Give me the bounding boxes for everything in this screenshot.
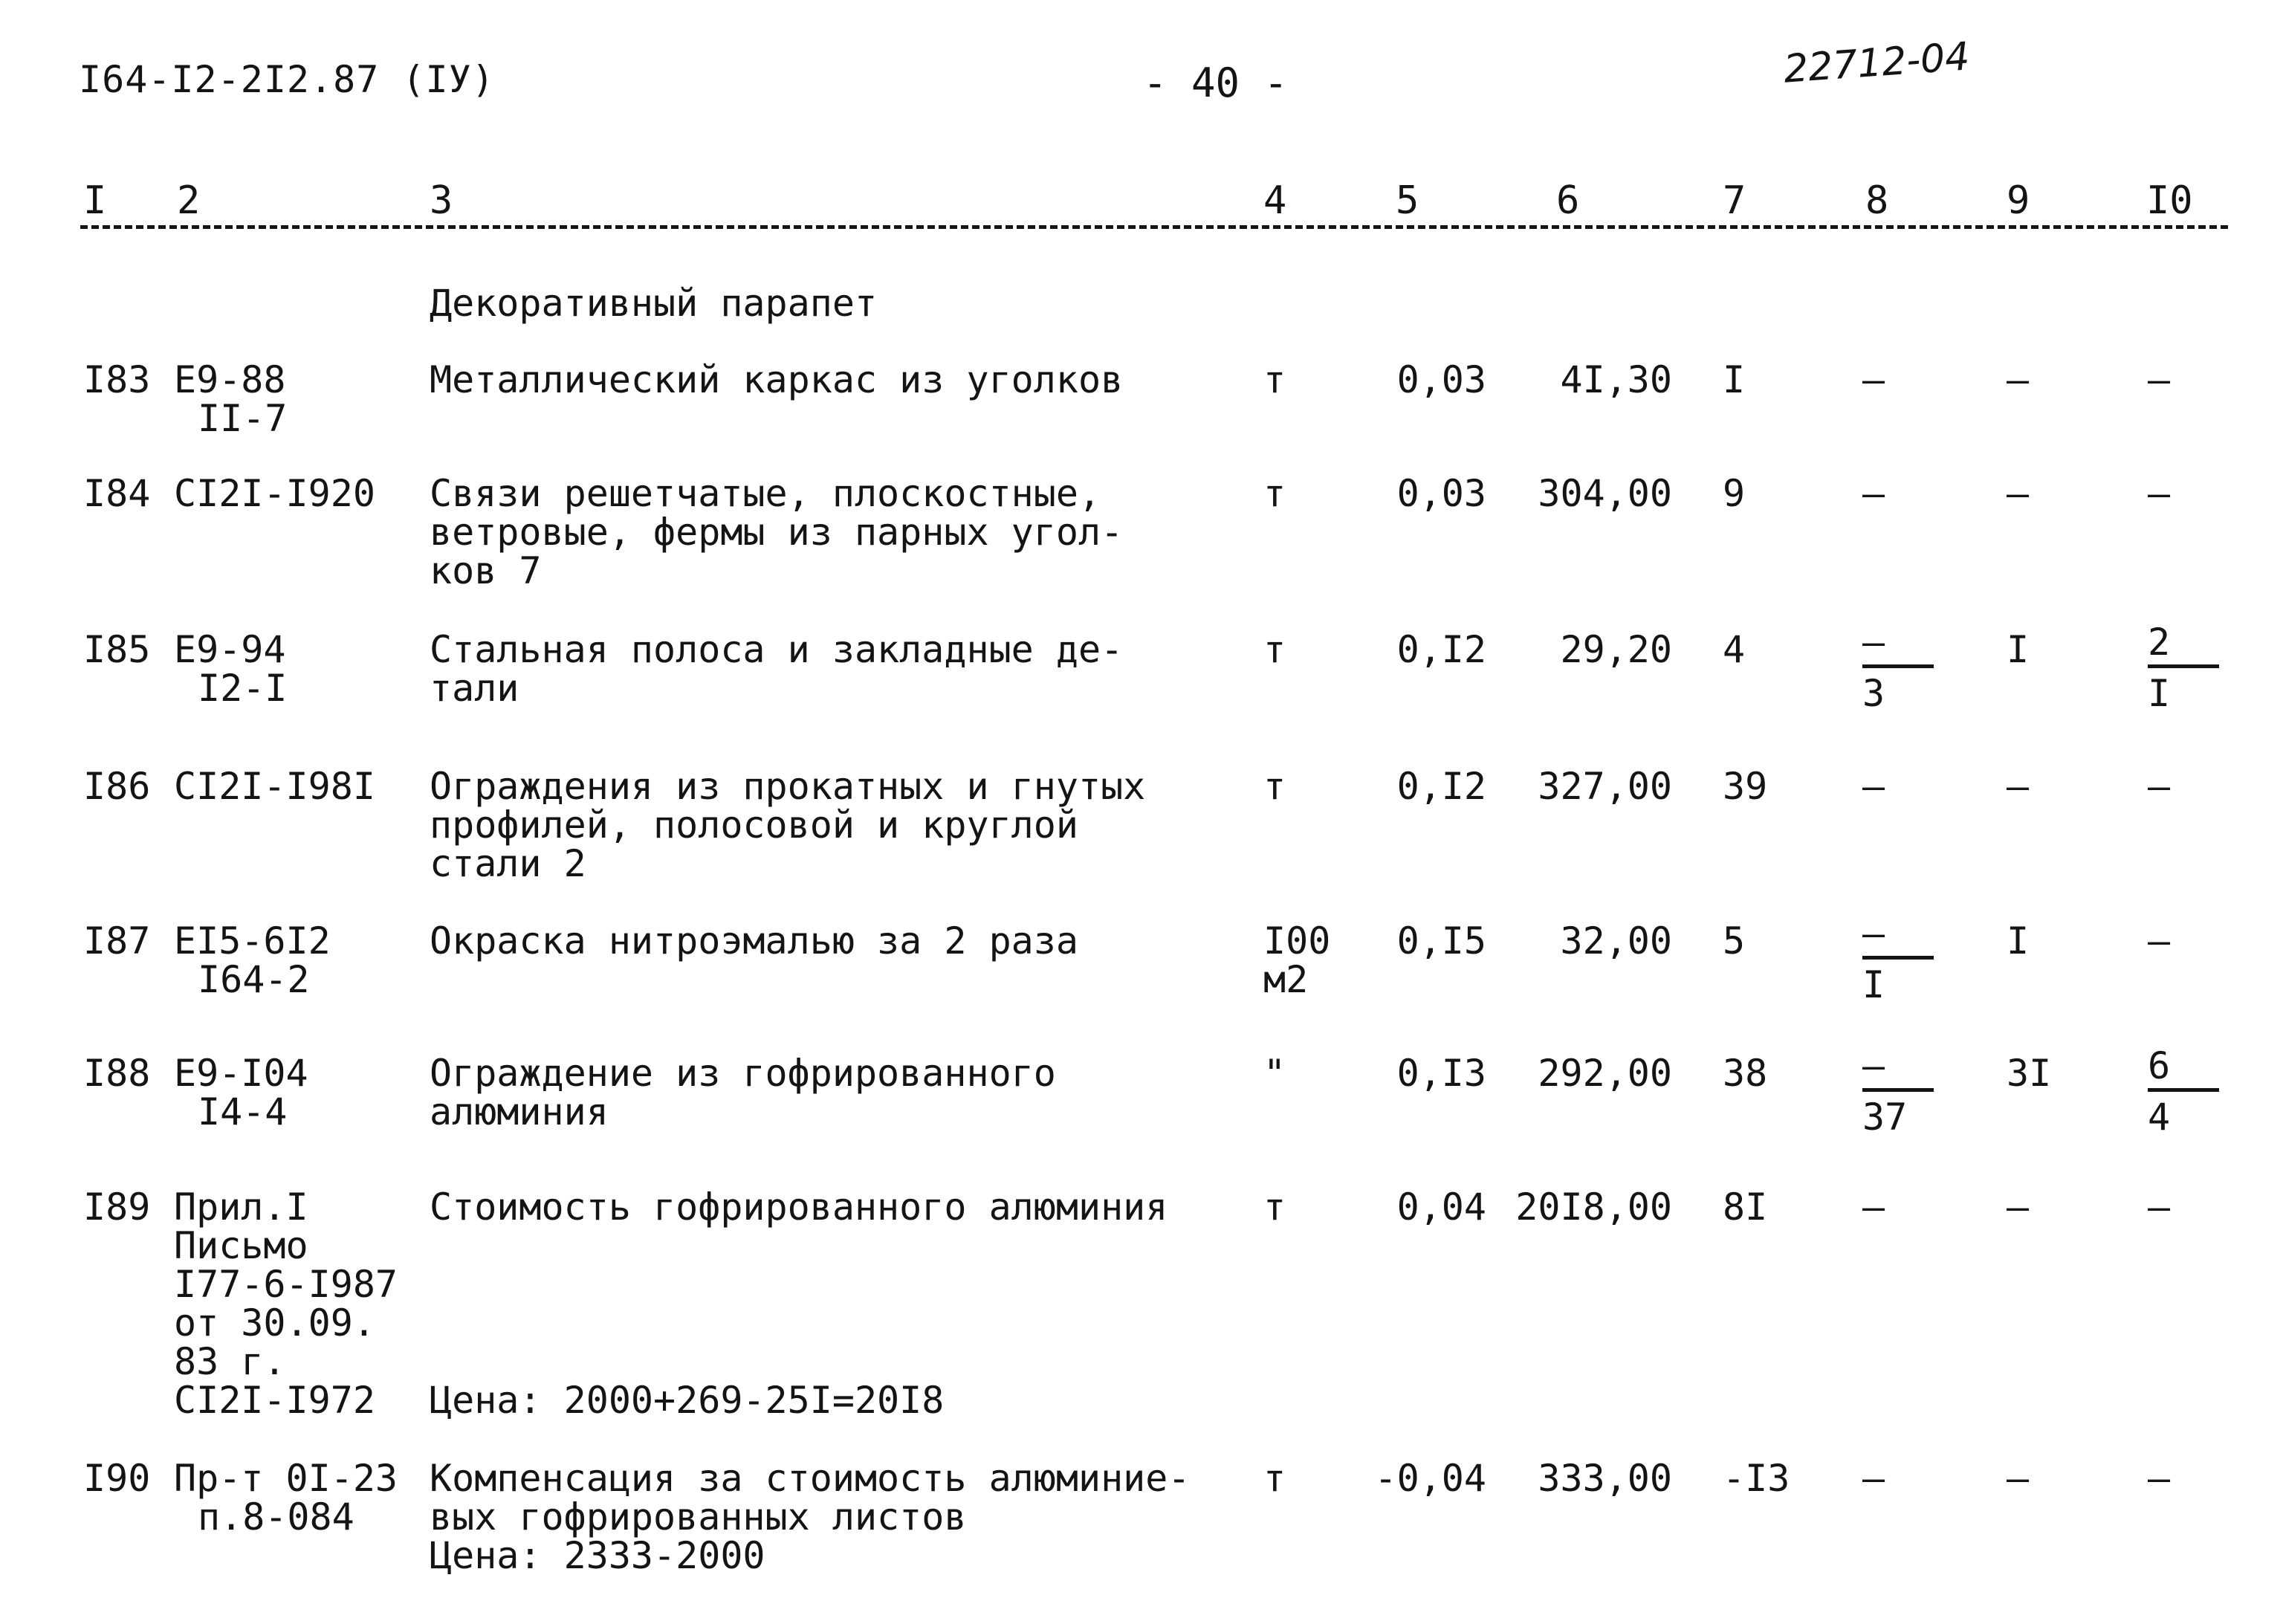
row-unit-line: м2 bbox=[1263, 958, 1309, 1001]
row-name-line: Стальная полоса и закладные де- bbox=[430, 628, 1124, 671]
row-code-line: Письмо bbox=[174, 1224, 308, 1267]
row-col8: – bbox=[1862, 358, 1885, 401]
row-col10-fraction-bar bbox=[2148, 1088, 2219, 1092]
row-code-line: I64-2 bbox=[198, 958, 310, 1001]
row-col10-fraction-bar bbox=[2148, 664, 2219, 668]
row-col8: – bbox=[1862, 1457, 1885, 1500]
handwritten-inventory-number: 22712-04 bbox=[1782, 34, 1972, 92]
document-code: I64-I2-2I2.87 (IУ) bbox=[79, 58, 495, 101]
row-col9: – bbox=[2007, 765, 2030, 808]
row-col8: – bbox=[1862, 472, 1885, 515]
row-name-line: ветровые, фермы из парных угол- bbox=[430, 511, 1124, 554]
row-col8-fraction-bar bbox=[1862, 664, 1934, 668]
row-number: I90 bbox=[83, 1457, 151, 1500]
row-code-line: п.8-084 bbox=[198, 1495, 354, 1539]
row-unit-line: т bbox=[1263, 472, 1286, 515]
row-total: 9 bbox=[1723, 472, 1746, 515]
row-unit-line: т bbox=[1263, 765, 1286, 808]
row-col8-fraction bbox=[1862, 623, 1934, 713]
row-col9: 3I bbox=[2007, 1052, 2052, 1095]
row-name-line: ков 7 bbox=[430, 549, 542, 592]
column-header-6: 6 bbox=[1556, 178, 1580, 223]
row-col10: – bbox=[2148, 765, 2171, 808]
row-name-line: Ограждение из гофрированного bbox=[430, 1052, 1056, 1095]
row-total: 39 bbox=[1723, 765, 1768, 808]
column-header-2: 2 bbox=[177, 178, 201, 223]
row-price: 304,00 bbox=[1538, 472, 1672, 515]
column-header-10: I0 bbox=[2146, 178, 2193, 223]
row-col9: – bbox=[2007, 1457, 2030, 1500]
row-price: 20I8,00 bbox=[1515, 1185, 1672, 1229]
row-price: 292,00 bbox=[1538, 1052, 1672, 1095]
row-number: I89 bbox=[83, 1185, 151, 1229]
row-code-line: CI2I-I98I bbox=[174, 765, 375, 808]
row-code-line: I4-4 bbox=[198, 1090, 288, 1133]
row-col9: – bbox=[2007, 472, 2030, 515]
row-col9: – bbox=[2007, 358, 2030, 401]
row-col8-numerator: – bbox=[1862, 912, 1885, 955]
row-number: I84 bbox=[83, 472, 151, 515]
row-col10-fraction bbox=[2148, 1044, 2219, 1139]
row-code-line: I77-6-I987 bbox=[174, 1263, 398, 1306]
row-col10: – bbox=[2148, 1185, 2171, 1229]
row-col10: – bbox=[2148, 919, 2171, 963]
row-total: 38 bbox=[1723, 1052, 1768, 1095]
row-name-line: Окраска нитроэмалью за 2 раза bbox=[430, 919, 1078, 963]
row-quantity: 0,I2 bbox=[1396, 628, 1486, 671]
row-code-line: 83 г. bbox=[174, 1340, 286, 1383]
row-name-line: вых гофрированных листов bbox=[430, 1495, 967, 1539]
row-col8-denominator: 37 bbox=[1862, 1096, 1908, 1139]
row-name-line: Цена: 2333-2000 bbox=[430, 1534, 765, 1577]
row-col9: I bbox=[2007, 628, 2030, 671]
row-quantity: 0,03 bbox=[1396, 472, 1486, 515]
row-total: 5 bbox=[1723, 919, 1746, 963]
row-name-line: Связи решетчатые, плоскостные, bbox=[430, 472, 1101, 515]
row-price: 327,00 bbox=[1538, 765, 1672, 808]
column-header-8: 8 bbox=[1865, 178, 1889, 223]
row-number: I83 bbox=[83, 358, 151, 401]
row-total: 4 bbox=[1723, 628, 1746, 671]
row-total: I bbox=[1723, 358, 1746, 401]
row-col10: – bbox=[2148, 472, 2171, 515]
row-code-line: E9-88 bbox=[174, 358, 286, 401]
row-col8-fraction-bar bbox=[1862, 956, 1934, 960]
section-title: Декоративный парапет bbox=[430, 282, 878, 325]
column-header-9: 9 bbox=[2007, 178, 2030, 223]
row-col9: I bbox=[2007, 919, 2030, 963]
row-quantity: 0,I3 bbox=[1396, 1052, 1486, 1095]
row-col8-denominator: 3 bbox=[1862, 672, 1885, 715]
row-name-line: Металлический каркас из уголков bbox=[430, 358, 1124, 401]
header-underline bbox=[80, 225, 2228, 229]
row-col8-fraction-bar bbox=[1862, 1088, 1934, 1092]
row-unit-line: т bbox=[1263, 1185, 1286, 1229]
row-quantity: 0,I5 bbox=[1396, 919, 1486, 963]
row-unit-line: " bbox=[1263, 1052, 1286, 1095]
row-col8-numerator: – bbox=[1862, 1044, 1885, 1087]
row-col8: – bbox=[1862, 1185, 1885, 1229]
row-quantity: 0,I2 bbox=[1396, 765, 1486, 808]
row-name-line: профилей, полосовой и круглой bbox=[430, 803, 1078, 847]
row-price: 32,00 bbox=[1560, 919, 1672, 963]
row-col8-fraction bbox=[1862, 1044, 1934, 1139]
row-name-line: алюминия bbox=[430, 1090, 609, 1133]
row-price: 29,20 bbox=[1560, 628, 1672, 671]
row-col10-numerator: 6 bbox=[2148, 1044, 2171, 1087]
row-col8-denominator: I bbox=[1862, 963, 1885, 1006]
column-header-1: I bbox=[83, 178, 107, 223]
column-header-row bbox=[0, 0, 2283, 238]
row-col8-fraction bbox=[1862, 914, 1934, 1004]
row-number: I86 bbox=[83, 765, 151, 808]
row-col8-numerator: – bbox=[1862, 621, 1885, 664]
row-number: I88 bbox=[83, 1052, 151, 1095]
row-col10-numerator: 2 bbox=[2148, 621, 2171, 664]
column-header-5: 5 bbox=[1396, 178, 1419, 223]
row-quantity: 0,03 bbox=[1396, 358, 1486, 401]
row-code-line: CI2I-I972 bbox=[174, 1379, 375, 1422]
row-code-line: CI2I-I920 bbox=[174, 472, 375, 515]
row-name-line: Стоимость гофрированного алюминия bbox=[430, 1185, 1168, 1229]
row-name-line: Компенсация за стоимость алюминие- bbox=[430, 1457, 1191, 1500]
row-name-line: тали bbox=[430, 667, 519, 710]
row-name-line: Цена: 2000+269-25I=20I8 bbox=[430, 1379, 945, 1422]
row-unit-line: т bbox=[1263, 628, 1286, 671]
row-price: 4I,30 bbox=[1560, 358, 1672, 401]
row-price: 333,00 bbox=[1538, 1457, 1672, 1500]
column-header-4: 4 bbox=[1263, 178, 1287, 223]
row-number: I87 bbox=[83, 919, 151, 963]
page-number: - 40 - bbox=[1143, 59, 1289, 106]
row-code-line: EI5-6I2 bbox=[174, 919, 331, 963]
row-col9: – bbox=[2007, 1185, 2030, 1229]
row-col10: – bbox=[2148, 358, 2171, 401]
row-number: I85 bbox=[83, 628, 151, 671]
row-col10-fraction bbox=[2148, 623, 2219, 713]
row-code-line: E9-I04 bbox=[174, 1052, 308, 1095]
row-total: -I3 bbox=[1723, 1457, 1790, 1500]
row-unit-line: I00 bbox=[1263, 919, 1331, 963]
row-code-line: Пр-т 0I-23 bbox=[174, 1457, 398, 1500]
row-quantity: 0,04 bbox=[1396, 1185, 1486, 1229]
row-code-line: Прил.I bbox=[174, 1185, 308, 1229]
row-unit-line: т bbox=[1263, 1457, 1286, 1500]
row-quantity: -0,04 bbox=[1374, 1457, 1486, 1500]
row-col10-denominator: I bbox=[2148, 672, 2171, 715]
row-col10-denominator: 4 bbox=[2148, 1096, 2171, 1139]
row-name-line: Ограждения из прокатных и гнутых bbox=[430, 765, 1146, 808]
row-total: 8I bbox=[1723, 1185, 1768, 1229]
row-unit-line: т bbox=[1263, 358, 1286, 401]
row-name-line: стали 2 bbox=[430, 842, 586, 885]
row-code-line: E9-94 bbox=[174, 628, 286, 671]
row-col10: – bbox=[2148, 1457, 2171, 1500]
column-header-7: 7 bbox=[1723, 178, 1746, 223]
row-code-line: I2-I bbox=[198, 667, 288, 710]
row-col8: – bbox=[1862, 765, 1885, 808]
column-header-3: 3 bbox=[430, 178, 453, 223]
row-code-line: II-7 bbox=[198, 397, 288, 440]
row-code-line: от 30.09. bbox=[174, 1301, 375, 1345]
